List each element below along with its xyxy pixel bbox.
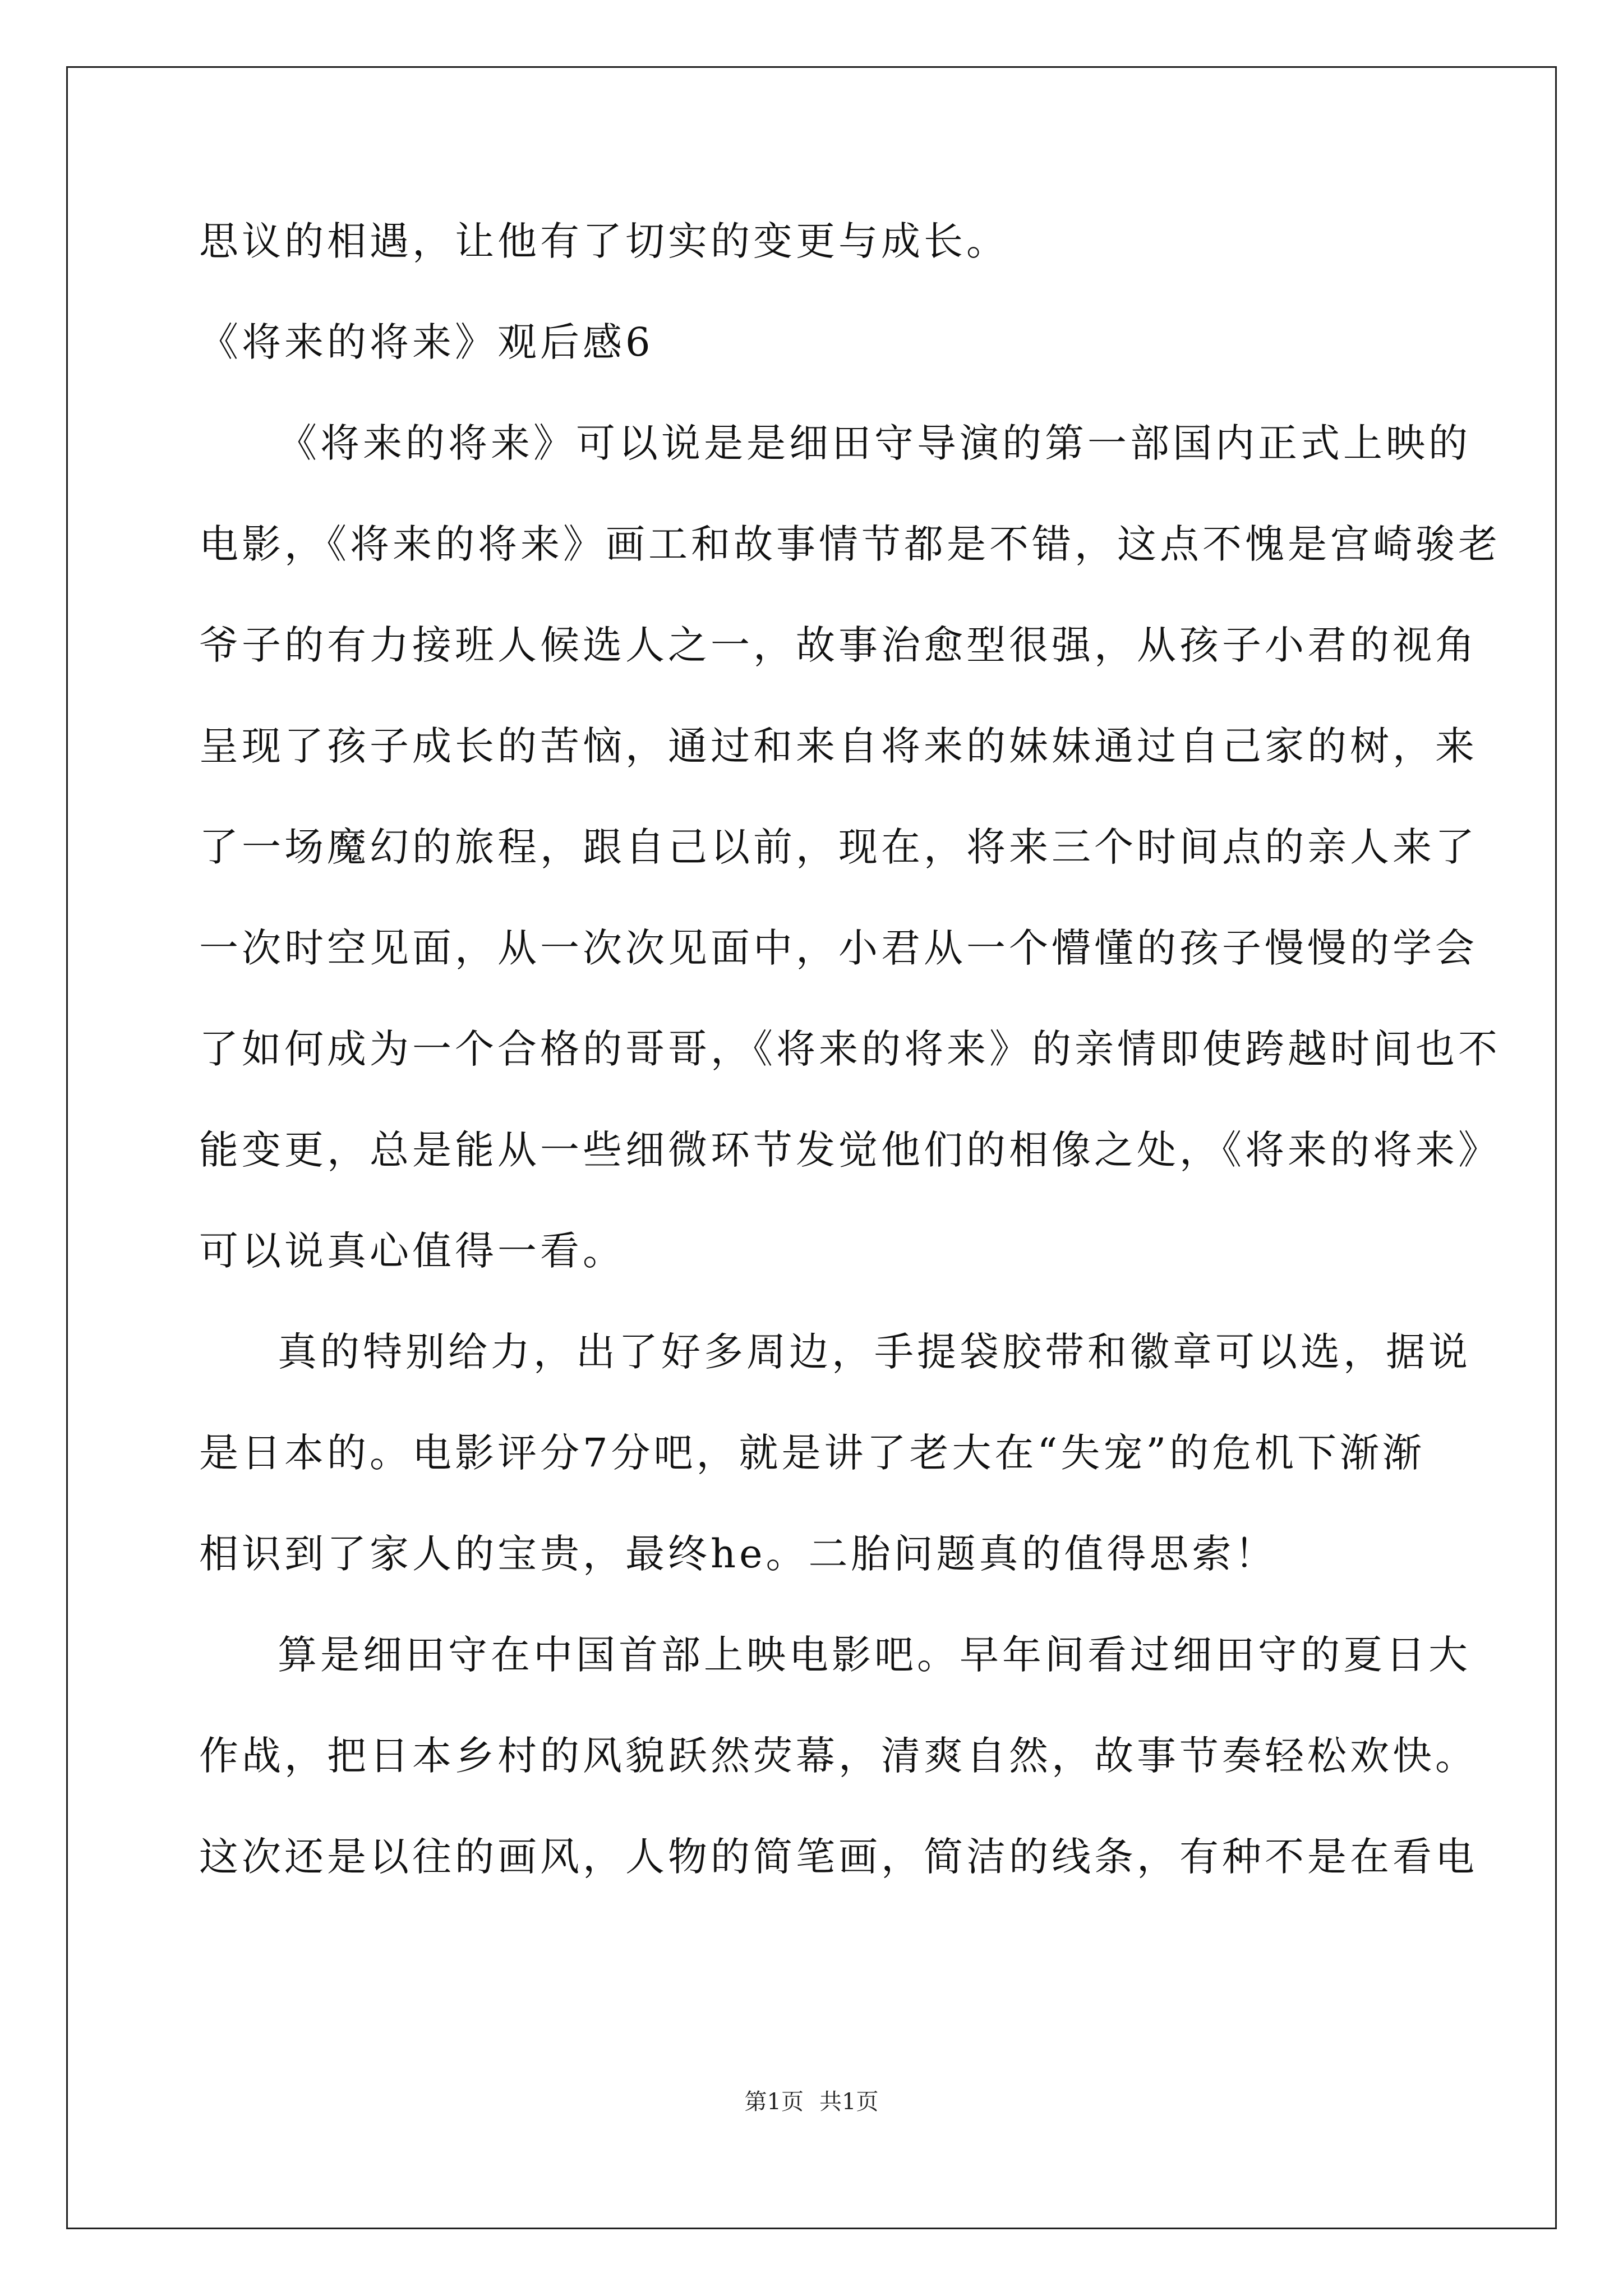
paragraph-line: 相识到了家人的宝贵，最终he。二胎问题真的值得思索！ [199,1531,1278,1577]
paragraph-line: 可以说真心值得一看。 [199,1228,625,1274]
paragraph-line: 了如何成为一个合格的哥哥，《将来的将来》的亲情即使跨越时间也不 [199,1026,1501,1072]
paragraph-line: 呈现了孩子成长的苦恼，通过和来自将来的妹妹通过自己家的树，来 [199,723,1478,769]
paragraph-line: 一次时空见面，从一次次见面中，小君从一个懵懂的孩子慢慢的学会 [199,925,1478,971]
paragraph-line: 思议的相遇，让他有了切实的变更与成长。 [199,218,1009,264]
section-heading: 《将来的将来》观后感6 [199,319,654,365]
page-total: 共1页 [819,2089,879,2115]
paragraph-line: 《将来的将来》可以说是是细田守导演的第一部国内正式上映的 [278,420,1471,466]
paragraph-line: 算是细田守在中国首部上映电影吧。早年间看过细田守的夏日大 [278,1632,1471,1678]
paragraph-line: 能变更，总是能从一些细微环节发觉他们的相像之处，《将来的将来》 [199,1127,1501,1173]
paragraph-line: 作战，把日本乡村的风貌跃然荧幕，清爽自然，故事节奏轻松欢快。 [199,1733,1478,1779]
paragraph-line: 真的特别给力，出了好多周边，手提袋胶带和徽章可以选，据说 [278,1329,1471,1375]
paragraph-line: 电影，《将来的将来》画工和故事情节都是不错，这点不愧是宫崎骏老 [199,521,1501,567]
paragraph-line: 是日本的。电影评分7分吧，就是讲了老大在“失宠”的危机下渐渐 [199,1430,1426,1476]
page-footer [0,2088,1623,2116]
paragraph-line: 这次还是以往的画风，人物的简笔画，简洁的线条，有种不是在看电 [199,1834,1478,1880]
paragraph-line: 了一场魔幻的旅程，跟自己以前，现在，将来三个时间点的亲人来了 [199,824,1478,870]
paragraph-line: 爷子的有力接班人候选人之一，故事治愈型很强，从孩子小君的视角 [199,622,1478,668]
page-number: 第1页 [744,2089,804,2115]
